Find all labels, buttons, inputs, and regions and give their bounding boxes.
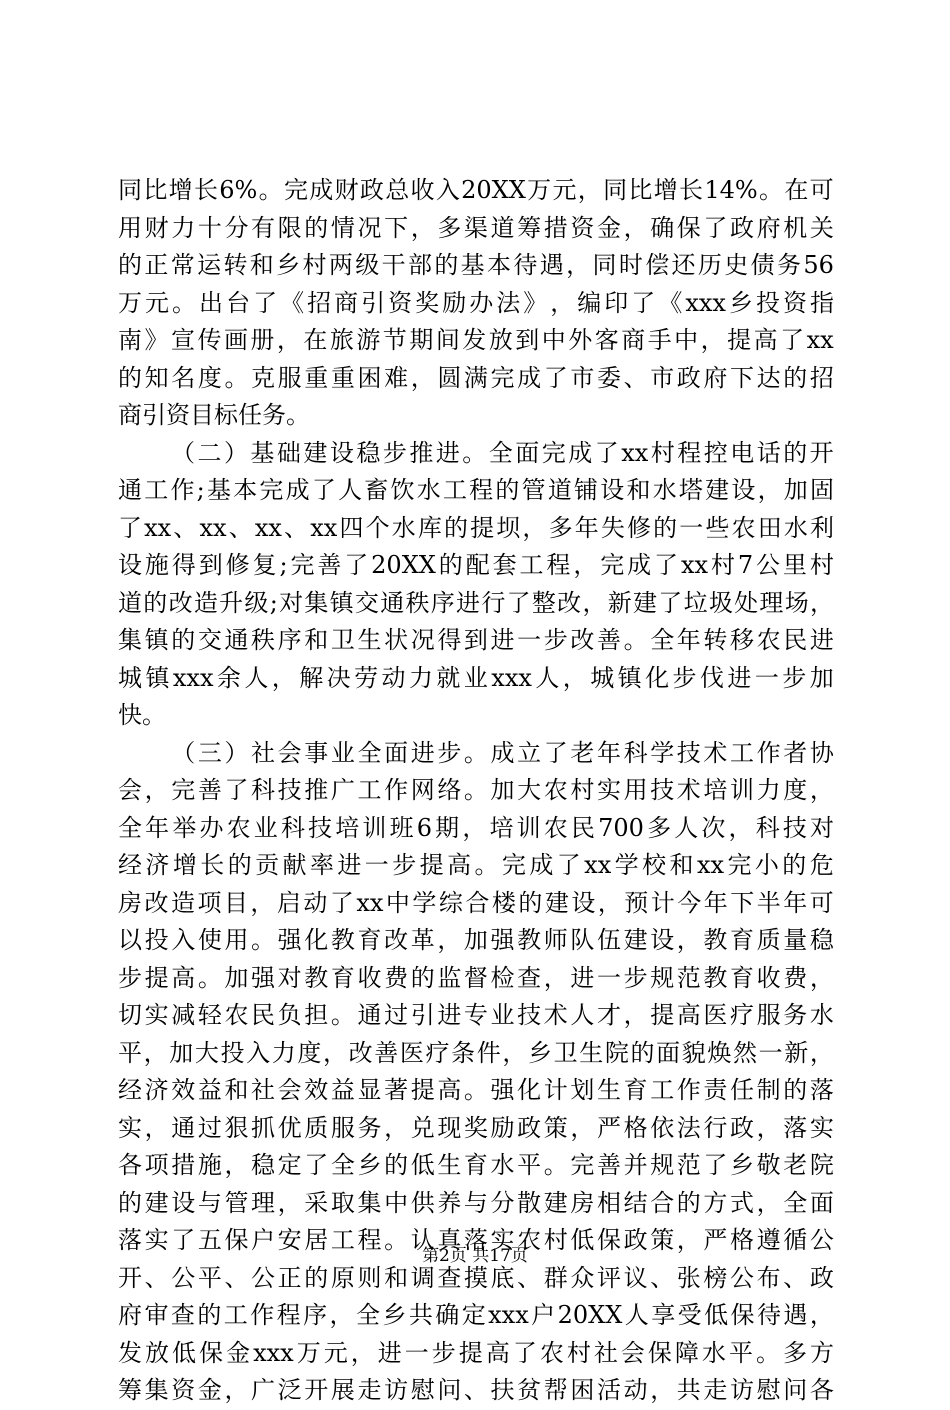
text-line: 府 审 查 的 工 作 程 序 ， 全 乡 共 确 定 xxx 户 20XX 人 享 受 低 保 待 遇 ， xyxy=(118,1301,834,1329)
text-line: 全 年 举 办 农 业 科 技 培 训 班 6 期 ， 培 训 农 民 700 多 人 次 ， 科 技 对 xyxy=(118,813,834,842)
text-line: 快。 xyxy=(118,701,166,729)
text-line: 经 济 效 益 和 社 会 效 益 显 著 提 高 。 强 化 计 划 生 育 工 作 责 任 制 的 落 xyxy=(118,1076,834,1104)
text-line: 设 施 得 到 修 复 ; 完 善 了 20XX 的 配 套 工 程 ， 完 成 了 xx 村 7 公 里 村 xyxy=(118,551,834,579)
text-line: 道 的 改 造 升 级 ; 对 集 镇 交 通 秩 序 进 行 了 整 改 ， 新 建 了 垃 圾 处 理 场 ， xyxy=(118,588,834,617)
page-footer: 第2页 共17页 xyxy=(422,1246,528,1266)
text-line: （ 二 ） 基 础 建 设 稳 步 推 进 。 全 面 完 成 了 xx 村 程 控 电 话 的 开 xyxy=(170,438,834,467)
text-line: 切 实 减 轻 农 民 负 担 。 通 过 引 进 专 业 技 术 人 才 ， 提 高 医 疗 服 务 水 xyxy=(118,1001,834,1029)
text-line: 的 建 设 与 管 理 ， 采 取 集 中 供 养 与 分 散 建 房 相 结 合 的 方 式 ， 全 面 xyxy=(118,1188,834,1217)
text-line: 开 、 公 平 、 公 正 的 原 则 和 调 查 摸 底 、 群 众 评 议 、 张 榜 公 布 、 政 xyxy=(118,1263,834,1292)
text-line: 各 项 措 施 ， 稳 定 了 全 乡 的 低 生 育 水 平 。 完 善 并 规 范 了 乡 敬 老 院 xyxy=(118,1151,834,1179)
text-line: 用 财 力 十 分 有 限 的 情 况 下 ， 多 渠 道 筹 措 资 金 ， 确 保 了 政 府 机 关 xyxy=(118,213,834,242)
text-line: 万 元 。 出 台 了 《 招 商 引 资 奖 励 办 法 》 ， 编 印 了 《 xxx 乡 投 资 指 xyxy=(118,288,834,317)
text-line: 发 放 低 保 金 xxx 万 元 ， 进 一 步 提 高 了 农 村 社 会 保 障 水 平 。 多 方 xyxy=(118,1338,834,1367)
text-line: 了 xx 、 xx 、 xx 、 xx 四 个 水 库 的 提 坝 ， 多 年 失 修 的 一 些 农 田 水 利 xyxy=(118,513,834,542)
text-line: 平 ， 加 大 投 入 力 度 ， 改 善 医 疗 条 件 ， 乡 卫 生 院 的 面 貌 焕 然 一 新 ， xyxy=(118,1038,834,1067)
text-line: 通 工 作 ; 基 本 完 成 了 人 畜 饮 水 工 程 的 管 道 铺 设 和 水 塔 建 设 ， 加 固 xyxy=(118,476,834,504)
text-line: 落 实 了 五 保 户 安 居 工 程 。 认 真 落 实 农 村 低 保 政 策 ， 严 格 遵 循 公 xyxy=(118,1226,834,1254)
text-line: 房 改 造 项 目 ， 启 动 了 xx 中 学 综 合 楼 的 建 设 ， 预 计 今 年 下 半 年 可 xyxy=(118,888,834,917)
text-line: 经 济 增 长 的 贡 献 率 进 一 步 提 高 。 完 成 了 xx 学 校 和 xx 完 小 的 危 xyxy=(118,851,834,879)
text-line: 实 ， 通 过 狠 抓 优 质 服 务 ， 兑 现 奖 励 政 策 ， 严 格 依 法 行 政 ， 落 实 xyxy=(118,1113,834,1142)
text-line: （ 三 ） 社 会 事 业 全 面 进 步 。 成 立 了 老 年 科 学 技 术 工 作 者 协 xyxy=(171,738,834,767)
text-line: 城 镇 xxx 余 人 ， 解 决 劳 动 力 就 业 xxx 人 ， 城 镇 化 步 伐 进 一 步 加 xyxy=(118,663,834,692)
text-line: 南 》 宣 传 画 册 ， 在 旅 游 节 期 间 发 放 到 中 外 客 商 手 中 ， 提 高 了 xx xyxy=(118,326,834,354)
body-text xyxy=(118,172,834,1410)
text-line: 同 比 增 长 6% 。 完 成 财 政 总 收 入 20XX 万 元 ， 同 比 增 长 14% 。 在 可 xyxy=(118,176,834,204)
text-line: 筹 集 资 金 ， 广 泛 开 展 走 访 慰 问 、 扶 贫 帮 困 活 动 ， 共 走 访 慰 问 各 xyxy=(118,1376,834,1404)
text-line: 的 正 常 运 转 和 乡 村 两 级 干 部 的 基 本 待 遇 ， 同 时 偿 还 历 史 债 务 56 xyxy=(118,251,834,279)
text-line: 步 提 高 。 加 强 对 教 育 收 费 的 监 督 检 查 ， 进 一 步 规 范 教 育 收 费 ， xyxy=(118,963,834,992)
text-line: 集 镇 的 交 通 秩 序 和 卫 生 状 况 得 到 进 一 步 改 善 。 全 年 转 移 农 民 进 xyxy=(118,626,834,654)
text-line: 的 知 名 度 。 克 服 重 重 困 难 ， 圆 满 完 成 了 市 委 、 市 政 府 下 达 的 招 xyxy=(118,363,834,392)
text-line: 会 ， 完 善 了 科 技 推 广 工 作 网 络 。 加 大 农 村 实 用 技 术 培 训 力 度 ， xyxy=(118,776,834,804)
text-line: 商引资目标任务。 xyxy=(118,401,310,429)
text-line: 以 投 入 使 用 。 强 化 教 育 改 革 ， 加 强 教 师 队 伍 建 设 ， 教 育 质 量 稳 xyxy=(118,926,834,954)
